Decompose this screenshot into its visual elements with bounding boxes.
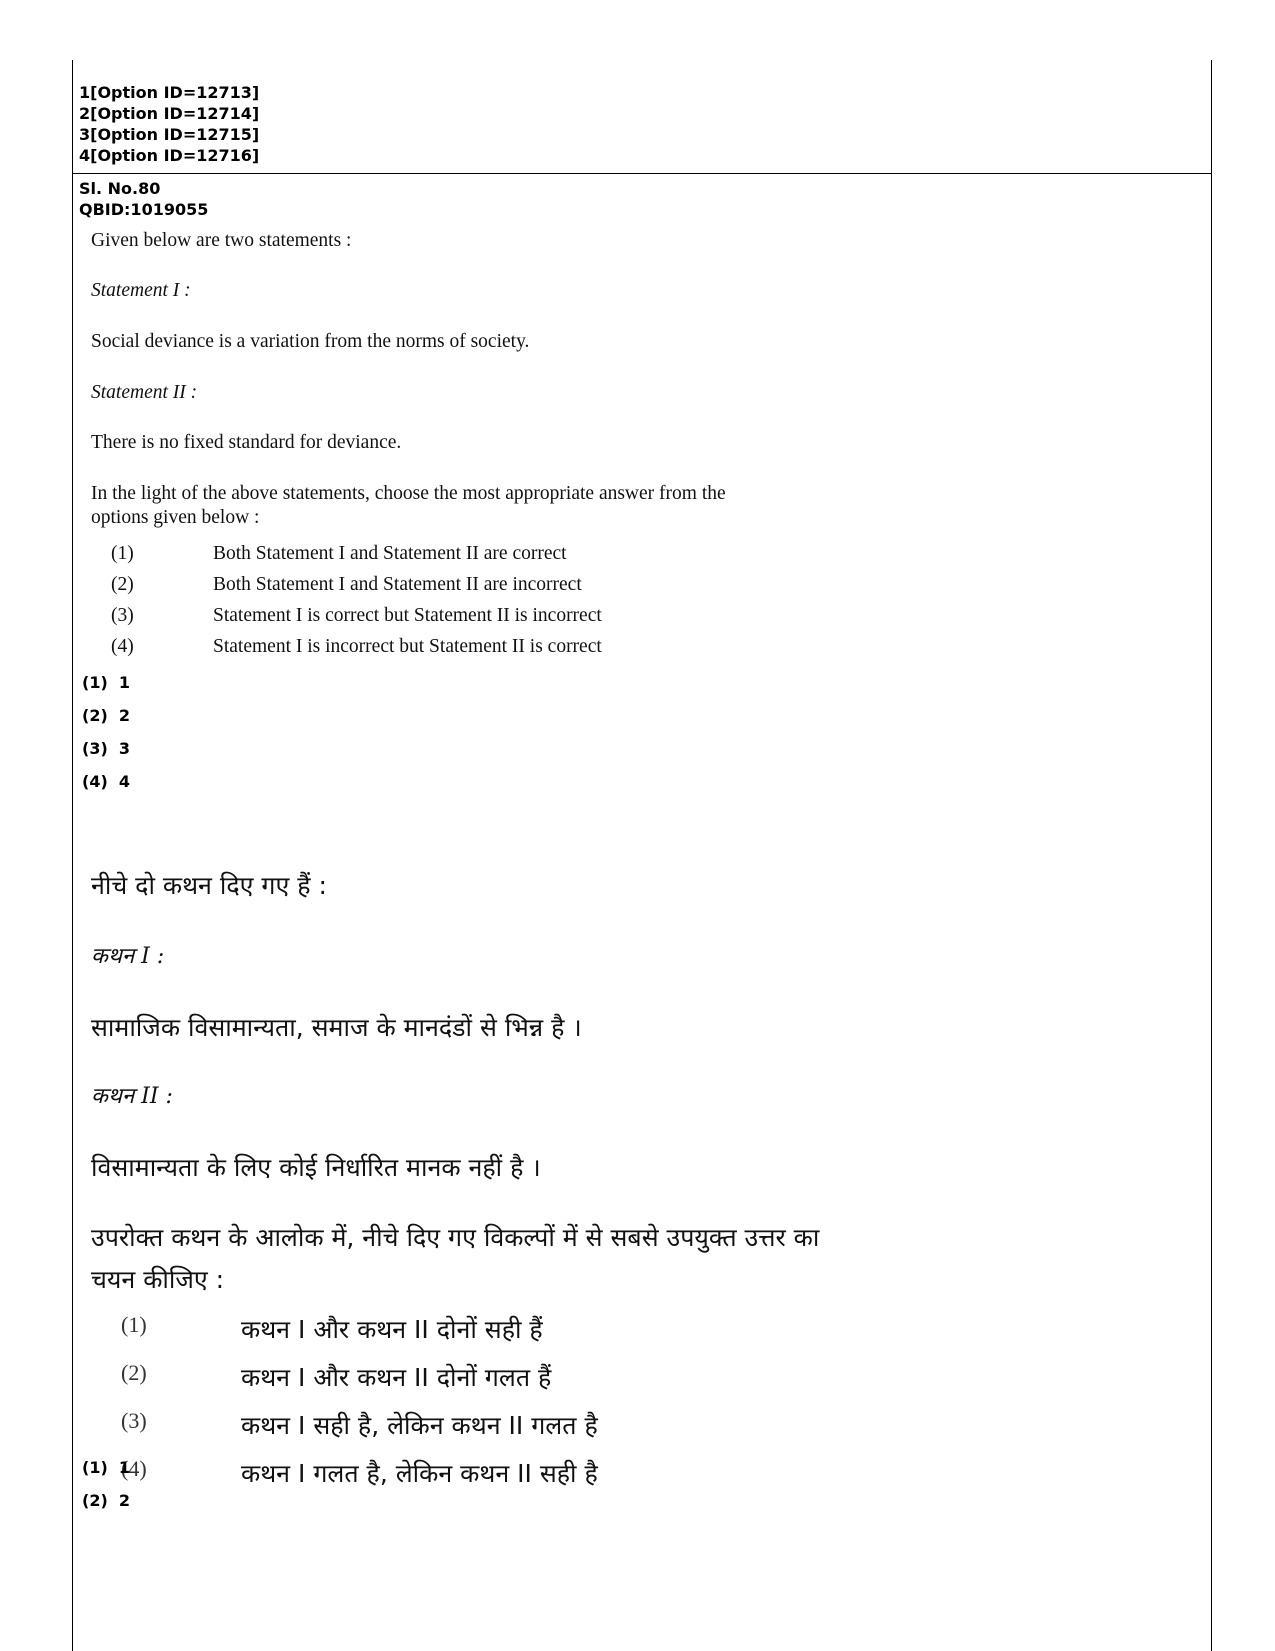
answer-choice[interactable]: (4) 4 [82, 772, 131, 791]
option-number: (1) [121, 1312, 147, 1337]
statement-1-text-hindi: सामाजिक विसामान्यता, समाज के मानदंडों से भिन्न है । [91, 1013, 582, 1042]
question-meta [79, 178, 208, 220]
option-text-hindi: कथन I गलत है, लेकिन कथन II सही है [241, 1459, 598, 1488]
option-number: (2) [121, 1360, 147, 1385]
answer-choice[interactable]: (2) 2 [82, 706, 131, 725]
option-row-hindi [91, 1408, 1091, 1456]
statement-1-label-hindi: कथन I : [91, 944, 165, 969]
instruction-line-2-hindi: चयन कीजिए : [91, 1265, 225, 1294]
statement-2-label: Statement II : [91, 382, 198, 403]
answer-choices-english [82, 673, 130, 805]
instruction-line-2: options given below : [91, 507, 260, 528]
english-question [91, 230, 991, 667]
option-number: (4) [121, 1456, 147, 1481]
option-text-hindi: कथन I और कथन II दोनों गलत हैं [241, 1363, 552, 1392]
section-divider [73, 173, 1211, 174]
statement-2-text: There is no fixed standard for deviance. [91, 432, 402, 453]
option-row [91, 574, 991, 605]
option-number: (3) [111, 605, 134, 626]
option-number: (2) [111, 574, 134, 595]
option-id-line: 4[Option ID=12716] [79, 146, 260, 165]
instruction-line-1-hindi: उपरोक्त कथन के आलोक में, नीचे दिए गए विकल्पों में से सबसे उपयुक्त उत्तर का [91, 1223, 820, 1252]
option-text: Both Statement I and Statement II are correct [213, 543, 567, 564]
option-id-line: 3[Option ID=12715] [79, 125, 260, 144]
answer-choice[interactable]: (2) 2 [82, 1491, 131, 1510]
option-number: (3) [121, 1408, 147, 1433]
option-text-hindi: कथन I सही है, लेकिन कथन II गलत है [241, 1411, 598, 1440]
question-intro-hindi: नीचे दो कथन दिए गए हैं : [91, 871, 327, 900]
instruction-line-1: In the light of the above statements, choose the most appropriate answer from the [91, 483, 726, 504]
question-intro: Given below are two statements : [91, 230, 352, 251]
option-row [91, 636, 991, 667]
statement-2-label-hindi: कथन II : [91, 1084, 173, 1109]
question-bank-id: QBID:1019055 [79, 200, 209, 219]
answer-choices-hindi [82, 1458, 130, 1524]
option-row-hindi [91, 1312, 1091, 1360]
answer-choice[interactable]: (1) 1 [82, 673, 131, 692]
option-number: (1) [111, 543, 134, 564]
statement-1-label: Statement I : [91, 280, 191, 301]
hindi-question [91, 868, 1091, 1504]
option-row [91, 543, 991, 574]
option-id-line: 2[Option ID=12714] [79, 104, 260, 123]
option-text: Both Statement I and Statement II are incorrect [213, 574, 582, 595]
answer-choice[interactable]: (1) 1 [82, 1458, 131, 1477]
option-text: Statement I is incorrect but Statement II is correct [213, 636, 602, 657]
option-number: (4) [111, 636, 134, 657]
option-row-hindi [91, 1456, 1091, 1504]
statement-1-text: Social deviance is a variation from the norms of society. [91, 331, 530, 352]
answer-choice[interactable]: (3) 3 [82, 739, 131, 758]
page-frame [72, 60, 1212, 1651]
option-text-hindi: कथन I और कथन II दोनों सही हैं [241, 1315, 543, 1344]
statement-2-text-hindi: विसामान्यता के लिए कोई निर्धारित मानक नहीं है । [91, 1153, 541, 1182]
option-id-line: 1[Option ID=12713] [79, 83, 260, 102]
option-row [91, 605, 991, 636]
serial-number: Sl. No.80 [79, 179, 161, 198]
previous-option-ids [79, 82, 259, 166]
option-row-hindi [91, 1360, 1091, 1408]
option-text: Statement I is correct but Statement II is incorrect [213, 605, 602, 626]
